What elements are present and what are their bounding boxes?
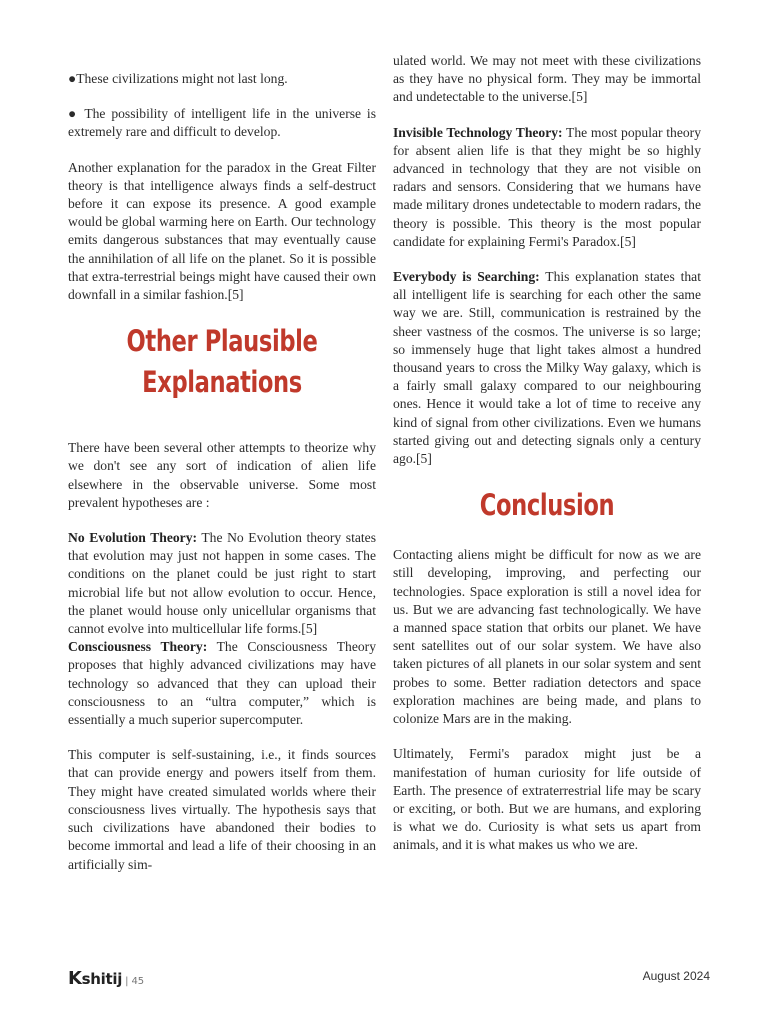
heading-line-1: Other Plausible <box>126 324 318 359</box>
logo-k: K <box>68 968 82 989</box>
great-filter-paragraph: Another explanation for the paradox in the Great Filter theory is that intelligence always finds a self-destruct before it can expose its presence. A good example would be global warming here on Earth. Our technology emits dangerous substances that may eventually cause the annihilation of all life on the planet. So it is possible that extra-terrestrial beings might have caused their own downfall in a similar fashion.[5] <box>68 159 376 303</box>
footer-left <box>68 968 144 989</box>
invisible-technology-term: Invisible Technology Theory: <box>393 124 563 140</box>
no-evolution-term: No Evolution Theory: <box>68 530 198 546</box>
invisible-technology-paragraph <box>393 124 701 251</box>
logo-text: shitij <box>81 970 123 988</box>
conclusion-paragraph-2: Ultimately, Fermi's paradox might just be a manifestation of human curiosity for life outside of Earth. The presence of extraterrestrial life may be scary or exciting, or both. But we are humans, and exploring is what we do. Curiosity is what sets us apart from animals, and it is what makes us who we are. <box>393 746 701 853</box>
page-separator: | <box>125 976 129 987</box>
right-column <box>393 52 701 872</box>
kshitij-logo <box>68 968 122 989</box>
bullet-last-long: ●These civilizations might not last long. <box>68 71 288 86</box>
intro-paragraph: There have been several other attempts to theorize why we don't see any sort of indication of alien life elsewhere in the observable universe. Some most prevalent hypotheses are : <box>68 440 376 510</box>
computer-paragraph: This computer is self-sustaining, i.e., it finds sources that can provide energy and powers itself from them. They might have created simulated worlds where their consciousness lives virtually. The hypothesis says that such civilizations have abandoned their bodies to become immortal and lead a life of their choosing in an artificially sim- <box>68 747 376 872</box>
everybody-searching-paragraph <box>393 268 701 468</box>
issue-date: August 2024 <box>642 969 710 983</box>
everybody-searching-term: Everybody is Searching: <box>393 269 540 285</box>
no-evolution-paragraph <box>68 529 376 638</box>
consciousness-term: Consciousness Theory: <box>68 639 208 655</box>
consciousness-paragraph <box>68 638 376 729</box>
page-number: 45 <box>131 976 145 987</box>
invisible-technology-text: The most popular theory for absent alien life is that they might be so highly advanced in technology that they are not visible on radars and sensors. Considering that we humans have made military drones undetectable to modern radars, the theory is possible. This theory is the most popular candidate for explaining Fermi's Paradox.[5] <box>393 124 701 249</box>
heading-line-2: Explanations <box>142 365 302 400</box>
no-evolution-text: The No Evolution theory states that evolution may just not happen in some cases. The conditions on the planet could be just right to start microbial life but not allow evolution to occur. Hence, the planet would house only unicellular organisms that cannot evolve into multicellular life forms.[5] <box>68 530 376 637</box>
continuation-paragraph: ulated world. We may not meet with these civilizations as they have no physical form. They may be immortal and undetectable to the universe.[5] <box>393 53 701 105</box>
conclusion-paragraph-1: Contacting aliens might be difficult for now as we are still developing, improving, and perfecting our technologies. Space exploration is still a novel idea for us. But we are advancing fast technologically. We have a manned space station that orbits our planet. We have sent satellites out of our solar system. We have also taken pictures of all planets in our solar system and sent probes to some. Better radiation detectors and space exploration machines are being made, and plans to colonize Mars are in the making. <box>393 547 701 727</box>
conclusion-heading: Conclusion <box>479 488 615 523</box>
other-explanations-heading <box>102 321 342 403</box>
left-column <box>68 52 376 891</box>
consciousness-text: The Consciousness Theory proposes that highly advanced civilizations may have technology so advanced that they can upload their consciousness to an “ultra computer,” which is essentially a much superior supercomputer. <box>68 639 376 728</box>
everybody-searching-text: This explanation states that all intelligent life is searching for each other the same way we are. Still, communication is restrained by the sheer vastness of the cosmos. The universe is so large; so immensely huge that light takes almost a hundred thousand years to cross the Milky Way galaxy, which is a fairly small galaxy compared to our neighbouring ones. Hence it would take a lot of time to receive any kind of signal from other civilizations. Even we humans started giving out and detecting signals only a century ago.[5] <box>393 269 701 467</box>
bullet-rare-life: ● The possibility of intelligent life in the universe is extremely rare and difficult to develop. <box>68 106 376 140</box>
